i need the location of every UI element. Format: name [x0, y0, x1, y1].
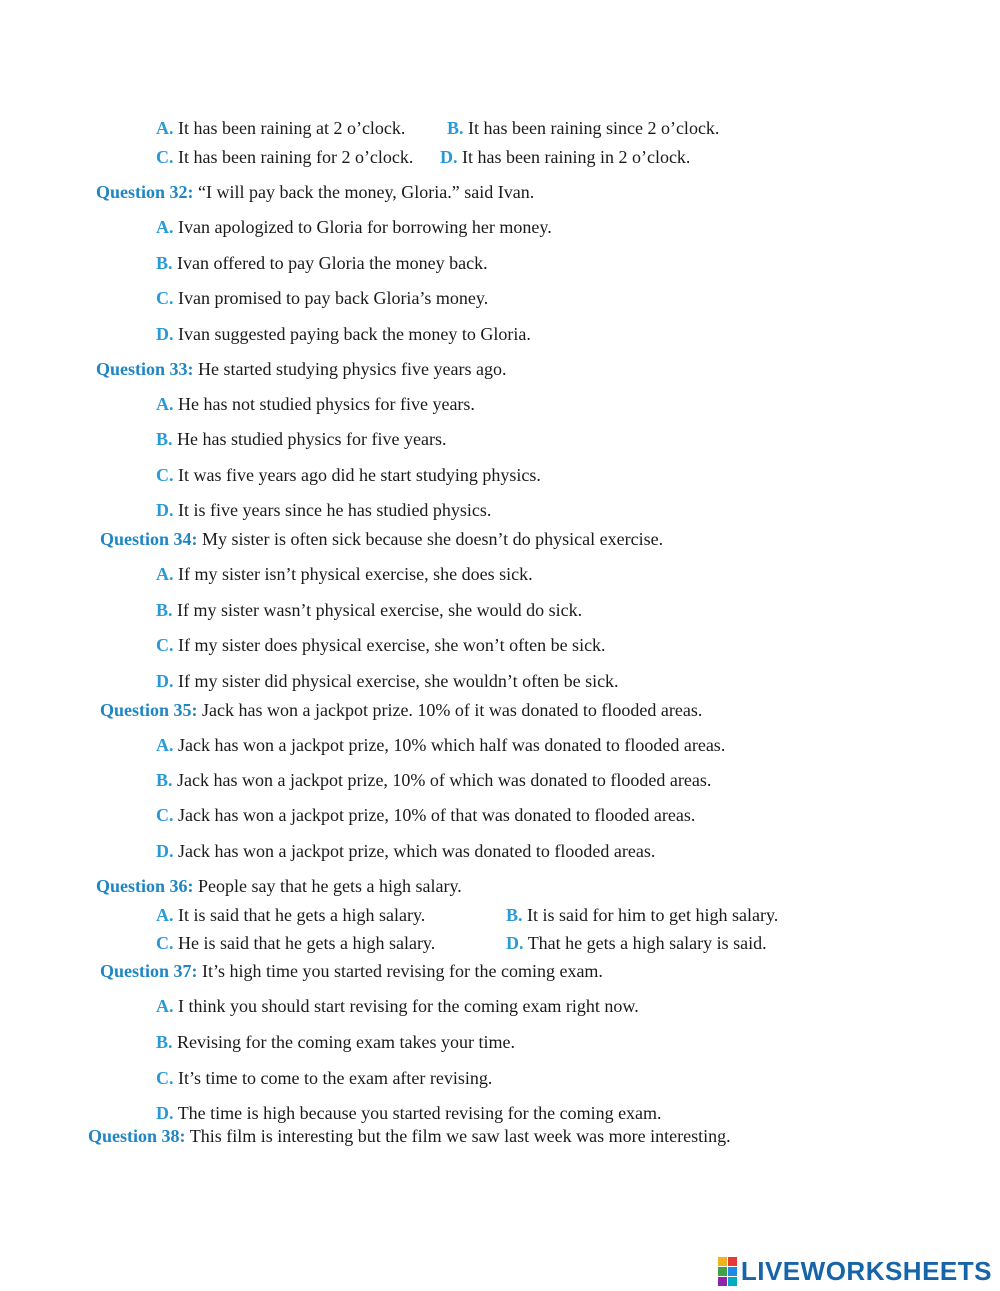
question-prompt: He started studying physics five years ago.: [198, 359, 507, 379]
option-label: A.: [156, 118, 174, 138]
q36-option-b[interactable]: [506, 904, 778, 926]
option-text: Jack has won a jackpot prize, which was donated to flooded areas.: [178, 841, 656, 861]
option-label: B.: [156, 1032, 173, 1052]
question-35: [100, 699, 702, 721]
q34-option-a[interactable]: [156, 563, 533, 585]
q36-option-c[interactable]: [156, 932, 435, 954]
question-label: Question 36:: [96, 876, 194, 896]
q31-option-c[interactable]: [156, 146, 413, 168]
option-label: D.: [156, 841, 174, 861]
option-label: D.: [156, 324, 174, 344]
option-label: C.: [156, 465, 174, 485]
q37-option-a[interactable]: [156, 995, 639, 1017]
question-prompt: People say that he gets a high salary.: [198, 876, 462, 896]
option-label: B.: [156, 770, 173, 790]
option-text: Revising for the coming exam takes your time.: [177, 1032, 515, 1052]
option-text: He is said that he gets a high salary.: [178, 933, 436, 953]
option-text: It is said for him to get high salary.: [527, 905, 779, 925]
question-label: Question 37:: [100, 961, 198, 981]
question-label: Question 38:: [88, 1126, 186, 1146]
q33-option-b[interactable]: [156, 428, 446, 450]
option-label: C.: [156, 1068, 174, 1088]
q35-option-d[interactable]: [156, 840, 655, 862]
option-label: C.: [156, 933, 174, 953]
q32-option-b[interactable]: [156, 252, 488, 274]
option-label: A.: [156, 217, 174, 237]
option-text: It is said that he gets a high salary.: [178, 905, 426, 925]
option-text: Jack has won a jackpot prize, 10% which half was donated to flooded areas.: [178, 735, 726, 755]
option-label: C.: [156, 147, 174, 167]
option-text: Ivan promised to pay back Gloria’s money.: [178, 288, 489, 308]
option-label: B.: [156, 429, 173, 449]
option-text: If my sister isn’t physical exercise, she does sick.: [178, 564, 533, 584]
option-text: It has been raining at 2 o’clock.: [178, 118, 406, 138]
option-text: Jack has won a jackpot prize, 10% of which was donated to flooded areas.: [177, 770, 712, 790]
q33-option-a[interactable]: [156, 393, 475, 415]
option-text: Ivan apologized to Gloria for borrowing her money.: [178, 217, 552, 237]
q34-option-c[interactable]: [156, 634, 606, 656]
option-text: That he gets a high salary is said.: [527, 933, 767, 953]
option-label: A.: [156, 564, 174, 584]
q31-option-d[interactable]: [440, 146, 690, 168]
option-label: B.: [156, 600, 173, 620]
q34-option-b[interactable]: [156, 599, 582, 621]
option-label: C.: [156, 805, 174, 825]
question-label: Question 33:: [96, 359, 194, 379]
question-label: Question 35:: [100, 700, 198, 720]
question-prompt: “I will pay back the money, Gloria.” said Ivan.: [198, 182, 535, 202]
question-34: [100, 528, 663, 550]
option-text: If my sister did physical exercise, she wouldn’t often be sick.: [178, 671, 619, 691]
logo-blocks-icon: [718, 1257, 737, 1286]
q35-option-c[interactable]: [156, 804, 695, 826]
option-label: D.: [156, 1103, 174, 1123]
option-text: Ivan suggested paying back the money to Gloria.: [178, 324, 531, 344]
option-label: D.: [156, 500, 174, 520]
question-32: [96, 181, 534, 203]
question-label: Question 32:: [96, 182, 194, 202]
option-text: It has been raining for 2 o’clock.: [178, 147, 414, 167]
q31-option-b[interactable]: [447, 117, 719, 139]
question-38: [88, 1125, 731, 1147]
q33-option-c[interactable]: [156, 464, 541, 486]
option-text: The time is high because you started revising for the coming exam.: [177, 1103, 662, 1123]
q31-option-a[interactable]: [156, 117, 405, 139]
q36-option-d[interactable]: [506, 932, 767, 954]
q37-option-c[interactable]: [156, 1067, 492, 1089]
option-label: B.: [447, 118, 464, 138]
option-text: It was five years ago did he start studying physics.: [178, 465, 541, 485]
q32-option-c[interactable]: [156, 287, 488, 309]
q37-option-d[interactable]: [156, 1102, 662, 1124]
option-label: D.: [506, 933, 524, 953]
option-label: A.: [156, 394, 174, 414]
option-label: A.: [156, 996, 174, 1016]
option-label: C.: [156, 635, 174, 655]
q32-option-d[interactable]: [156, 323, 531, 345]
q36-option-a[interactable]: [156, 904, 425, 926]
logo-text: LIVEWORKSHEETS: [740, 1255, 992, 1286]
question-36: [96, 875, 462, 897]
option-text: If my sister wasn’t physical exercise, she would do sick.: [177, 600, 583, 620]
q35-option-a[interactable]: [156, 734, 725, 756]
option-label: B.: [156, 253, 173, 273]
q35-option-b[interactable]: [156, 769, 711, 791]
question-prompt: Jack has won a jackpot prize. 10% of it was donated to flooded areas.: [202, 700, 703, 720]
option-text: He has not studied physics for five years.: [178, 394, 475, 414]
option-label: A.: [156, 905, 174, 925]
option-text: It is five years since he has studied physics.: [178, 500, 492, 520]
q32-option-a[interactable]: [156, 216, 552, 238]
q37-option-b[interactable]: [156, 1031, 515, 1053]
q33-option-d[interactable]: [156, 499, 491, 521]
q34-option-d[interactable]: [156, 670, 619, 692]
option-label: A.: [156, 735, 174, 755]
option-label: D.: [440, 147, 458, 167]
question-prompt: This film is interesting but the film we saw last week was more interesting.: [189, 1126, 731, 1146]
option-text: It has been raining in 2 o’clock.: [462, 147, 691, 167]
option-text: If my sister does physical exercise, she won’t often be sick.: [178, 635, 606, 655]
option-text: Ivan offered to pay Gloria the money back.: [177, 253, 488, 273]
option-text: He has studied physics for five years.: [177, 429, 447, 449]
option-text: Jack has won a jackpot prize, 10% of that was donated to flooded areas.: [178, 805, 696, 825]
option-text: I think you should start revising for the coming exam right now.: [178, 996, 639, 1016]
liveworksheets-logo: [718, 1256, 992, 1286]
option-label: B.: [506, 905, 523, 925]
option-text: It’s time to come to the exam after revising.: [178, 1068, 493, 1088]
option-label: C.: [156, 288, 174, 308]
option-text: It has been raining since 2 o’clock.: [468, 118, 720, 138]
question-label: Question 34:: [100, 529, 198, 549]
question-prompt: It’s high time you started revising for the coming exam.: [202, 961, 603, 981]
question-prompt: My sister is often sick because she doesn’t do physical exercise.: [202, 529, 664, 549]
question-33: [96, 358, 506, 380]
option-label: D.: [156, 671, 174, 691]
question-37: [100, 960, 603, 982]
